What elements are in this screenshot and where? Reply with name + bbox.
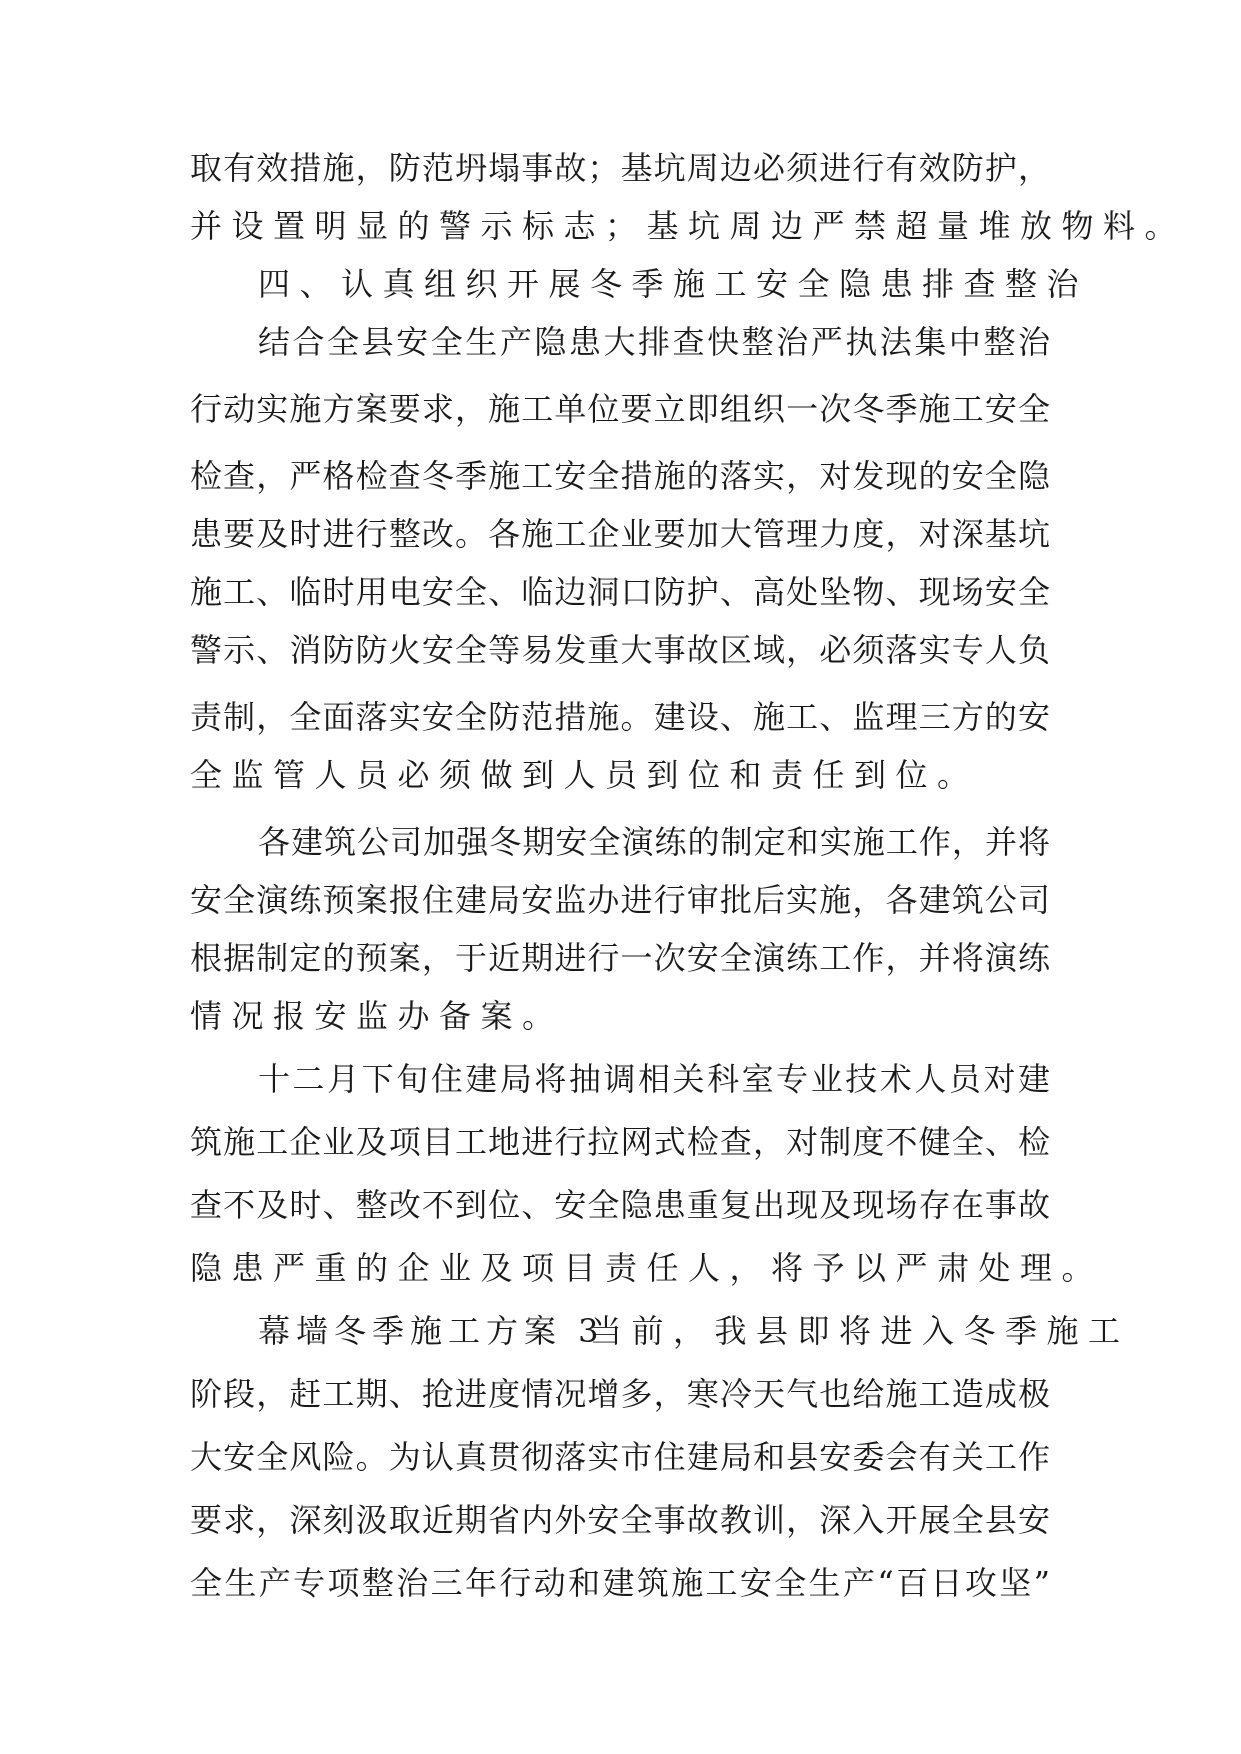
text-line: 各建筑公司加强冬期安全演练的制定和实施工作，并将 (258, 823, 1050, 861)
text-line: 警示、消防防火安全等易发重大事故区域，必须落实专人负 (190, 631, 1050, 669)
text-line: 要求，深刻汲取近期省内外安全事故教训，深入开展全县安 (190, 1501, 1050, 1539)
text-line: 情况报安监办备案。 (190, 997, 564, 1035)
text-line: 筑施工企业及项目工地进行拉网式检查，对制度不健全、检 (190, 1123, 1050, 1161)
text-line: 根据制定的预案，于近期进行一次安全演练工作，并将演练 (190, 939, 1050, 977)
section-title: 幕墙冬季施工方案 3 (258, 1312, 605, 1350)
text-line: 行动实施方案要求，施工单位要立即组织一次冬季施工安全 (190, 390, 1050, 428)
text-line: 安全演练预案报住建局安监办进行审批后实施，各建筑公司 (190, 881, 1050, 919)
text-line: 取有效措施，防范坍塌事故；基坑周边必须进行有效防护， (190, 149, 1050, 187)
text-line: 施工、临时用电安全、临边洞口防护、高处坠物、现场安全 (190, 573, 1050, 611)
text-line: 隐患严重的企业及项目责任人，将予以严肃处理。 (190, 1249, 1104, 1287)
text-line: 大安全风险。为认真贯彻落实市住建局和县安委会有关工作 (190, 1438, 1050, 1476)
text-line: 全监管人员必须做到人员到位和责任到位。 (190, 756, 979, 794)
text-line: 当前，我县即将进入冬季施工 (590, 1312, 1130, 1350)
text-line: 患要及时进行整改。各施工企业要加大管理力度，对深基坑 (190, 515, 1050, 553)
text-line: 并设置明显的警示标志；基坑周边严禁超量堆放物料。 (190, 207, 1187, 245)
text-line: 查不及时、整改不到位、安全隐患重复出现及现场存在事故 (190, 1186, 1050, 1224)
text-line: 十二月下旬住建局将抽调相关科室专业技术人员对建 (258, 1060, 1050, 1098)
text-line: 阶段，赶工期、抢进度情况增多，寒冷天气也给施工造成极 (190, 1375, 1050, 1413)
text-line: 检查，严格检查冬季施工安全措施的落实，对发现的安全隐 (190, 457, 1050, 495)
text-line: 结合全县安全生产隐患大排查快整治严执法集中整治 (258, 323, 1050, 361)
text-line: 责制，全面落实安全防范措施。建设、施工、监理三方的安 (190, 698, 1050, 736)
text-line: 全生产专项整治三年行动和建筑施工安全生产“百日攻坚” (190, 1564, 1050, 1602)
section-heading: 四、认真组织开展冬季施工安全隐患排查整治 (258, 265, 1089, 303)
